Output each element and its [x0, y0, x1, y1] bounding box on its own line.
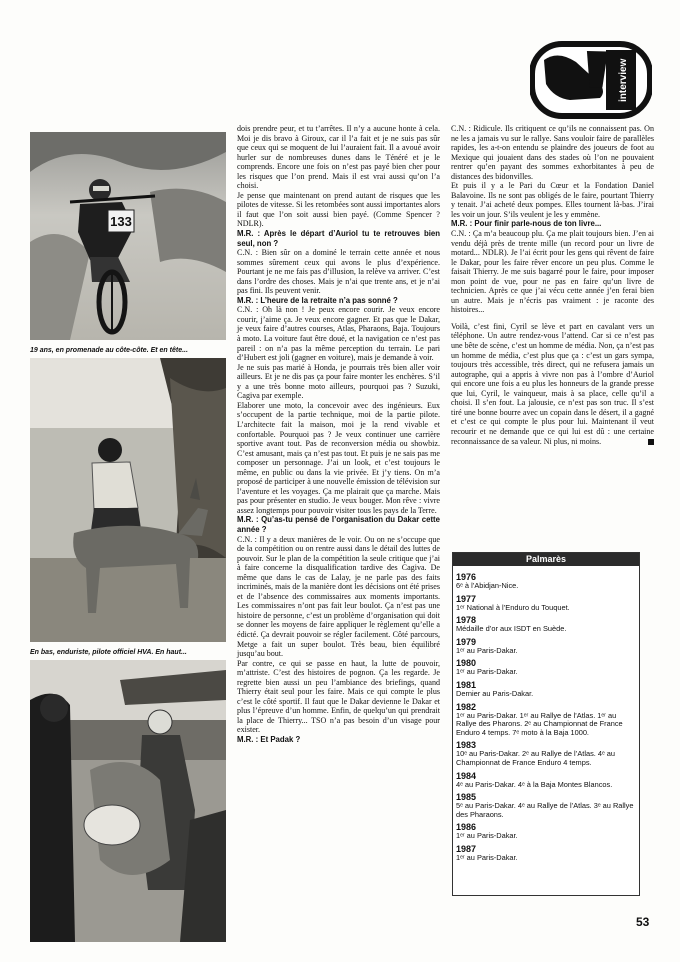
- column-middle-question: M.R. : Qu’as-tu pensé de l’organisation du Dakar cette année ?: [237, 515, 440, 534]
- column-middle-paragraph: C.N. : Oh là non ! Je peux encore courir. Je veux encore courir, j’aime ça. Je veux encore gagner. Et pas que le Dakar, je veux faire d’autres courses, Atlas, Pharaons, Baja. Toujours à moto. La voiture faut être doué, et la navigation ce n’est pas pareil : on n’a pas la même perception du terrain. Le pari d’Hubert est joli (gagner en voiture), mais je demande à voir.: [237, 305, 440, 363]
- column-middle-text: [237, 124, 440, 745]
- page-number: 53: [636, 915, 650, 929]
- column-right-paragraph: Et puis il y a le Pari du Cœur et la Fondation Daniel Balavoine. Ils ne sont pas obligés de le faire, pourtant Thierry y tenait. J’ai acheté deux pompes. Elles tournent là-bas. J’irai les voir un jour. S’ils veulent je les y emmène.: [451, 181, 654, 219]
- palmares-entry: [456, 658, 635, 677]
- column-middle-paragraph: C.N. : Il y a deux manières de le voir. Ou on ne s’occupe que de la compétition ou on rentre aussi dans le détail des luttes de pouvoir. Sur le plan de la compétition la seule critique que j’ai à faire concerne la disqualification tardive des Cagiva. De même que dans le cas de Lalay, je ne parle pas des faits incriminés, mais de la manière dont les décisions ont été prises et de l’absence des commissaires aux moments importants. Les commissaires n’ont pas fait leur boulot. Ça n’est pas une histoire de personne, c’est un problème d’organisation qui doit se donner les moyens de faire appliquer le règlement qu’elle a édicté. Ça devrait pouvoir se régler facilement. Côté parcours, Metge a fait un super boulot. Très beau, bien équilibré jusqu’au bout.: [237, 534, 440, 659]
- palmares-year: 1981: [456, 679, 477, 690]
- column-middle-question: M.R. : Et Padak ?: [237, 735, 301, 744]
- palmares-result: 5ᵉ au Paris-Dakar. 4ᵉ au Rallye de l’Atlas. 3ᵉ au Rallye des Pharaons.: [456, 801, 634, 819]
- palmares-result: 4ᵉ au Paris-Dakar. 4ᵉ à la Baja Montes Blancos.: [456, 779, 613, 789]
- palmares-year: 1984: [456, 770, 477, 781]
- palmares-entry: [456, 740, 635, 767]
- palmares-entry: [456, 844, 635, 863]
- rider-motorbike-photo: [30, 132, 226, 340]
- paddock-photo: [30, 660, 226, 942]
- palmares-year: 1976: [456, 572, 477, 582]
- photo-caption-top: 19 ans, en promenade au côte-côte. Et en tête...: [30, 347, 188, 354]
- article-column-middle: [237, 124, 440, 745]
- palmares-entry: [456, 615, 635, 634]
- palmares-year: 1980: [456, 658, 477, 669]
- column-right-paragraph: C.N. : Ridicule. Ils critiquent ce qu’ils ne connaissent pas. On ne les a jamais vu sur le rallye. Sans vouloir faire de parallèles rapides, les a-t-on entendu se plaindre des joueurs de foot au Mexique qui jouaient dans des stades où l’on ne pouvaient rentrer qu’en payant des sommes exhorbitantes à peu de distances des bidonvilles.: [451, 124, 654, 181]
- palmares-result: 10ᵉ au Paris-Dakar. 2ᵉ au Rallye de l’Atlas. 4ᵉ au Championnat de France Enduro 4 temps.: [456, 749, 616, 767]
- palmares-result: 1ᵉʳ au Paris-Dakar.: [456, 831, 518, 841]
- palmares-result: 1ᵉʳ au Paris-Dakar.: [456, 667, 518, 677]
- palmares-entry: [456, 572, 635, 591]
- column-middle-paragraph: Je pense que maintenant on prend autant de risques que les pilotes de vitesse. Si les retombées sont aussi importantes alors il faut que l’on soit aussi bien payé. (Comme Spencer ? NDLR).: [237, 190, 440, 229]
- palmares-entry: [456, 637, 635, 656]
- palmares-result: 1ᵉʳ National à l’Enduro du Touquet.: [456, 602, 570, 612]
- column-right-paragraph: Voilà, c’est fini, Cyril se lève et part en cavalant vers un téléphone. Un autre rendez-vous l’attend. Car si ce n’est pas une bête de scène, c’est un homme de média. Non, ça n’est pas un homme de média, c’est plus que ça : c’est un gars sympa, toujours très accessible, très direct, qui ne refusera jamais un autographe, qui a appris à vivre non pas à l’ombre d’Auriol qui encore une fois a eu plus les honneurs de la grande presse que lui, Cyril, le vainqueur, mais à sa place, celle qu’il a choisi. Il s’en fout. La jalousie, ce n’est pas son truc. Il s’est tiré une bonne bourre avec un copain dans le désert, il a gagné et c’est ce qui compte le plus pour lui. Maintenant il veut recourir et ne demande que ce qui lui est dû : une certaine reconnaissance de sa valeur. Ni plus, ni moins.: [451, 321, 654, 446]
- bib-number: 133: [110, 214, 132, 229]
- palmares-entry: [456, 822, 635, 841]
- palmares-result: Médaille d’or aux ISDT en Suède.: [456, 624, 567, 634]
- palmares-year: 1978: [456, 615, 477, 626]
- column-middle-paragraph: Elaborer une moto, la concevoir avec des ingénieurs. Eux s’occupent de la partie technique, moi de la partie pilote. L’architecte fait la maison, moi je la rend vivable et confortable. Pourquoi pas ? Je veux continuer une carrière sportive avant tout. Pas de reconversion média ou showbiz. C’est amusant, mais ça n’est pas tout. Et puis je ne sais pas me composer un personnage. J’ai un look, et c’est toujours le même, en public ou dans la vie privée. Et j’y tiens. On m’a proposé de participer à une nouvelle émission de télévision sur l’aventure et les voyages. Ça me plairait que ça marche. Mais pas pour présenter en studio. Je veux bouger. Mon rêve : vivre assez longtemps pour pouvoir visiter tous les pays de la Terre.: [237, 400, 440, 515]
- palmares-year: 1977: [456, 593, 477, 604]
- palmares-title: Palmarès: [453, 553, 639, 566]
- rider-donkey-photo: [30, 358, 226, 642]
- palmares-year: 1979: [456, 636, 477, 647]
- column-middle-question: M.R. : Après le départ d’Auriol tu te retrouves bien seul, non ?: [237, 229, 440, 248]
- column-middle-paragraph: Je ne suis pas marié à Honda, je pourrais très bien aller voir ailleurs. Et je ne dis pas ça pour faire monter les enchères. S’il y a une très bonne moto ailleurs, pourquoi pas ? Suzuki, Cagiva par exemple.: [237, 362, 440, 401]
- interview-logo: [530, 40, 652, 120]
- palmares-result: 6ᵉ à l’Abidjan-Nice.: [456, 581, 519, 590]
- column-middle-paragraph: dois prendre peur, et tu t’arrêtes. Il n’y a aucune honte à cela. Moi je dis bravo à Giroux, car il l’a fait et je ne suis pas sûr que ceux qui se moquent de lui l’auraient fait. Il a avoué avoir hurler sur de nombreuses dunes dans le Ténéré et je le comprends. Encore une fois on n’est pas payé bien cher pour les risques que l’on prend. Mais il est vrai aussi qu’on l’a choisi.: [237, 124, 440, 191]
- column-right-paragraph: C.N. : Ça m’a beaucoup plu. Ça me plait toujours bien. J’en ai vendu déjà près de trente mille (un record pour un livre de motard... NDLR). Je l’ai écrit pour les gens qui rêvent de faire le Dakar, pour les faire rêver encore un peu plus. Comme le faisait Thierry. Je me suis bagarré pour le faire, pour imposer mon point de vue, pour ne pas en faire qu’un livre de technicien. Après ce que j’ai vécu cette année j’en ferai bien un autre. Mais je n’écris pas vraiment : je raconte des histoires...: [451, 229, 654, 315]
- column-middle-question: M.R. : L’heure de la retraite n’a pas sonné ?: [237, 295, 398, 305]
- palmares-result: 1ᵉʳ au Paris-Dakar.: [456, 645, 518, 655]
- palmares-year: 1986: [456, 822, 477, 833]
- palmares-box: [452, 552, 640, 896]
- end-of-article-mark: [648, 439, 654, 445]
- palmares-entry: [456, 771, 635, 790]
- photo-caption-middle: En bas, enduriste, pilote officiel HVA. En haut...: [30, 649, 187, 656]
- palmares-result: 1ᵉʳ au Paris-Dakar. 1ᵉʳ au Rallye de l’Atlas. 1ᵉʳ au Rallye des Pharons. 2ᵉ au Championnat de France Enduro 4 temps. 7ᵉ moto à la Baja 1000.: [456, 710, 623, 737]
- palmares-result: 1ᵉʳ au Paris-Dakar.: [456, 852, 518, 862]
- palmares-entry: [456, 792, 635, 819]
- palmares-year: 1987: [456, 843, 477, 854]
- palmares-year: 1985: [456, 792, 477, 803]
- palmares-year: 1982: [456, 701, 477, 712]
- article-column-right: [451, 124, 654, 446]
- column-middle-paragraph: C.N. : Bien sûr on a dominé le terrain cette année et nous sommes sûrement ceux qui avons le plus d’expérience. Pourtant je ne me fais pas d’illusion, la relève va arriver. C’est dans l’ordre des choses. Mais je n’ai que trente ans, et je n’ai pas fini. Ils peuvent venir.: [237, 248, 440, 296]
- interview-logo-label: interview: [618, 58, 629, 102]
- column-middle-paragraph: Par contre, ce qui se passe en haut, la lutte de pouvoir, m’attriste. C’est des histoires de pognon. Ça les regarde. Je regrette bien aussi un peu l’ambiance des briefings, quand Thierry était seul pour les faire. Mais ce qui compte le plus c’est le côté sportif. Il faut que le Dakar devienne le Dakar et plus l’épreuve d’un homme. Enfin, de quelqu’un qui prendrait la place de Thierry... TSO n’a pas besoin d’un visage pour exister.: [237, 658, 440, 735]
- palmares-year: 1983: [456, 740, 477, 751]
- column-right-question: M.R. : Pour finir parle-nous de ton livre...: [451, 219, 602, 229]
- palmares-list: [453, 566, 639, 863]
- palmares-result: Dernier au Paris-Dakar.: [456, 688, 534, 698]
- palmares-entry: [456, 680, 635, 699]
- column-right-text: [451, 124, 654, 446]
- palmares-entry: [456, 702, 635, 738]
- palmares-entry: [456, 594, 635, 613]
